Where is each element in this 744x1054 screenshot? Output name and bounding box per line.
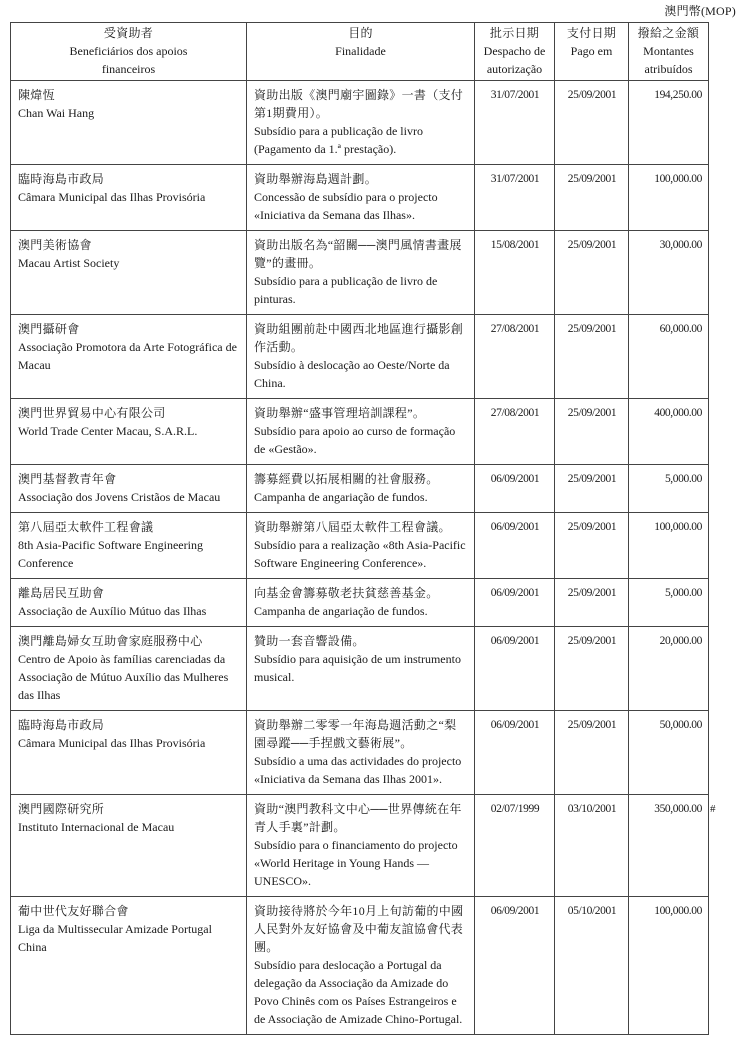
table-row (11, 579, 709, 627)
beneficiary-cell (11, 315, 247, 399)
amount: 100,000.00 (629, 165, 709, 231)
beneficiary-pt: Câmara Municipal das Ilhas Provisória (18, 736, 206, 750)
beneficiary-cell (11, 399, 247, 465)
amount: 50,000.00 (629, 711, 709, 795)
table-row (11, 513, 709, 579)
beneficiary-cell (11, 711, 247, 795)
payment-date: 25/09/2001 (555, 81, 629, 165)
beneficiary-zh: 澳門國際研究所 (18, 802, 105, 816)
amount: 350,000.00 (629, 795, 709, 897)
beneficiary-zh: 澳門基督教青年會 (18, 472, 117, 486)
table-row (11, 627, 709, 711)
payment-date: 25/09/2001 (555, 579, 629, 627)
beneficiary-pt: 8th Asia-Pacific Software Engineering Conference (18, 538, 203, 570)
beneficiary-cell (11, 165, 247, 231)
authorization-date: 06/09/2001 (475, 579, 555, 627)
beneficiary-zh: 澳門世界貿易中心有限公司 (18, 406, 166, 420)
purpose-pt: Subsídio a uma das actividades do projecto «Iniciativa da Semana das Ilhas 2001». (254, 754, 462, 786)
table-row (11, 465, 709, 513)
purpose-zh: 資助組團前赴中國西北地區進行攝影創作活動。 (254, 322, 464, 354)
authorization-date: 02/07/1999 (475, 795, 555, 897)
purpose-pt: Subsídio para a publicação de livro (Pagamento da 1.ª prestação). (254, 124, 423, 156)
payment-date: 25/09/2001 (555, 627, 629, 711)
header-payment-date: 支付日期 Pago em (555, 23, 629, 81)
row-marker: # (710, 803, 716, 815)
authorization-date: 06/09/2001 (475, 897, 555, 1035)
beneficiary-cell (11, 897, 247, 1035)
currency-note: 澳門幣(MOP) (664, 4, 736, 18)
amount: 100,000.00 (629, 897, 709, 1035)
purpose-zh: 資助“澳門教科文中心──世界傳統在年青人手裏”計劃。 (254, 802, 462, 834)
grants-table (10, 22, 709, 1035)
purpose-cell (247, 465, 475, 513)
purpose-pt: Concessão de subsídio para o projecto «Iniciativa da Semana das Ilhas». (254, 190, 438, 222)
purpose-zh: 資助舉辦海島週計劃。 (254, 172, 378, 186)
table-row (11, 711, 709, 795)
beneficiary-zh: 陳煒恆 (18, 88, 55, 102)
authorization-date: 27/08/2001 (475, 315, 555, 399)
beneficiary-zh: 離島居民互助會 (18, 586, 105, 600)
amount: 30,000.00 (629, 231, 709, 315)
beneficiary-pt: World Trade Center Macau, S.A.R.L. (18, 424, 198, 438)
beneficiary-zh: 臨時海島市政局 (18, 718, 105, 732)
purpose-zh: 資助舉辦二零零一年海島週活動之“梨園尋蹤──手捏戲文藝術展”。 (254, 718, 457, 750)
purpose-cell (247, 795, 475, 897)
payment-date: 25/09/2001 (555, 399, 629, 465)
purpose-cell (247, 165, 475, 231)
table-header-row (11, 23, 709, 81)
beneficiary-pt: Chan Wai Hang (18, 106, 95, 120)
purpose-cell (247, 579, 475, 627)
amount: 194,250.00 (629, 81, 709, 165)
amount: 20,000.00 (629, 627, 709, 711)
amount: 400,000.00 (629, 399, 709, 465)
beneficiary-cell (11, 465, 247, 513)
purpose-cell (247, 399, 475, 465)
header-purpose: 目的 Finalidade (247, 23, 475, 81)
payment-date: 25/09/2001 (555, 165, 629, 231)
beneficiary-pt: Instituto Internacional de Macau (18, 820, 175, 834)
payment-date: 25/09/2001 (555, 231, 629, 315)
purpose-zh: 資助出版《澳門廟宇圖錄》一書（支付第1期費用）。 (254, 88, 464, 120)
beneficiary-cell (11, 513, 247, 579)
beneficiary-pt: Câmara Municipal das Ilhas Provisória (18, 190, 206, 204)
table-row (11, 315, 709, 399)
payment-date: 03/10/2001 (555, 795, 629, 897)
purpose-pt: Campanha de angariação de fundos. (254, 490, 428, 504)
purpose-cell (247, 315, 475, 399)
purpose-cell (247, 81, 475, 165)
beneficiary-pt: Associação de Auxílio Mútuo das Ilhas (18, 604, 207, 618)
purpose-pt: Subsídio para a publicação de livro de pinturas. (254, 274, 438, 306)
authorization-date: 31/07/2001 (475, 165, 555, 231)
beneficiary-zh: 澳門美術協會 (18, 238, 92, 252)
authorization-date: 06/09/2001 (475, 513, 555, 579)
purpose-zh: 籌募經費以拓展相關的社會服務。 (254, 472, 439, 486)
purpose-cell (247, 627, 475, 711)
authorization-date: 31/07/2001 (475, 81, 555, 165)
purpose-zh: 資助舉辦“盛事管理培訓課程”。 (254, 406, 426, 420)
beneficiary-pt: Liga da Multissecular Amizade Portugal China (18, 922, 212, 954)
purpose-pt: Campanha de angariação de fundos. (254, 604, 428, 618)
beneficiary-pt: Associação Promotora da Arte Fotográfica de Macau (18, 340, 237, 372)
purpose-pt: Subsídio à deslocação ao Oeste/Norte da China. (254, 358, 450, 390)
table-row (11, 231, 709, 315)
beneficiary-zh: 澳門攝研會 (18, 322, 80, 336)
beneficiary-zh: 臨時海島市政局 (18, 172, 105, 186)
purpose-pt: Subsídio para a realização «8th Asia-Pacific Software Engineering Conference». (254, 538, 466, 570)
amount: 100,000.00 (629, 513, 709, 579)
purpose-cell (247, 711, 475, 795)
amount: 60,000.00 (629, 315, 709, 399)
table-row (11, 81, 709, 165)
table-row (11, 399, 709, 465)
purpose-pt: Subsídio para deslocação a Portugal da delegação da Associação da Amizade do Povo Chinês com os Países Estrangeiros e de Associação de Amizade Chino-Portugal. (254, 958, 463, 1026)
purpose-zh: 贊助一套音響設備。 (254, 634, 365, 648)
authorization-date: 15/08/2001 (475, 231, 555, 315)
authorization-date: 06/09/2001 (475, 711, 555, 795)
table-row (11, 795, 709, 897)
payment-date: 25/09/2001 (555, 465, 629, 513)
beneficiary-zh: 澳門離島婦女互助會家庭服務中心 (18, 634, 203, 648)
payment-date: 05/10/2001 (555, 897, 629, 1035)
beneficiary-pt: Associação dos Jovens Cristãos de Macau (18, 490, 221, 504)
amount: 5,000.00 (629, 579, 709, 627)
purpose-zh: 資助出版名為“韶關──澳門風情書畫展覽”的畫冊。 (254, 238, 462, 270)
purpose-pt: Subsídio para aquisição de um instrumento musical. (254, 652, 461, 684)
beneficiary-pt: Macau Artist Society (18, 256, 120, 270)
purpose-zh: 資助接待將於今年10月上旬訪葡的中國人民對外友好協會及中葡友誼協會代表團。 (254, 904, 464, 954)
purpose-cell (247, 513, 475, 579)
authorization-date: 06/09/2001 (475, 465, 555, 513)
purpose-pt: Subsídio para apoio ao curso de formação de «Gestão». (254, 424, 456, 456)
payment-date: 25/09/2001 (555, 315, 629, 399)
header-amount: 撥給之金額 Montantes atribuídos (629, 23, 709, 81)
authorization-date: 27/08/2001 (475, 399, 555, 465)
beneficiary-cell (11, 231, 247, 315)
beneficiary-cell (11, 627, 247, 711)
table-row (11, 165, 709, 231)
purpose-zh: 資助舉辦第八屆亞太軟件工程會議。 (254, 520, 451, 534)
beneficiary-pt: Centro de Apoio às famílias carenciadas da Associação de Mútuo Auxílio das Mulheres das Ilhas (18, 652, 229, 702)
purpose-pt: Subsídio para o financiamento do projecto «World Heritage in Young Hands — UNESCO». (254, 838, 458, 888)
payment-date: 25/09/2001 (555, 711, 629, 795)
purpose-cell (247, 897, 475, 1035)
beneficiary-zh: 葡中世代友好聯合會 (18, 904, 129, 918)
amount: 5,000.00 (629, 465, 709, 513)
table-row (11, 897, 709, 1035)
beneficiary-zh: 第八屆亞太軟件工程會議 (18, 520, 154, 534)
beneficiary-cell (11, 579, 247, 627)
beneficiary-cell (11, 81, 247, 165)
payment-date: 25/09/2001 (555, 513, 629, 579)
purpose-zh: 向基金會籌募敬老扶貧慈善基金。 (254, 586, 439, 600)
authorization-date: 06/09/2001 (475, 627, 555, 711)
header-authorization-date: 批示日期 Despacho de autorização (475, 23, 555, 81)
beneficiary-cell (11, 795, 247, 897)
header-beneficiary: 受資助者 Beneficiários dos apoios financeiros (11, 23, 247, 81)
purpose-cell (247, 231, 475, 315)
